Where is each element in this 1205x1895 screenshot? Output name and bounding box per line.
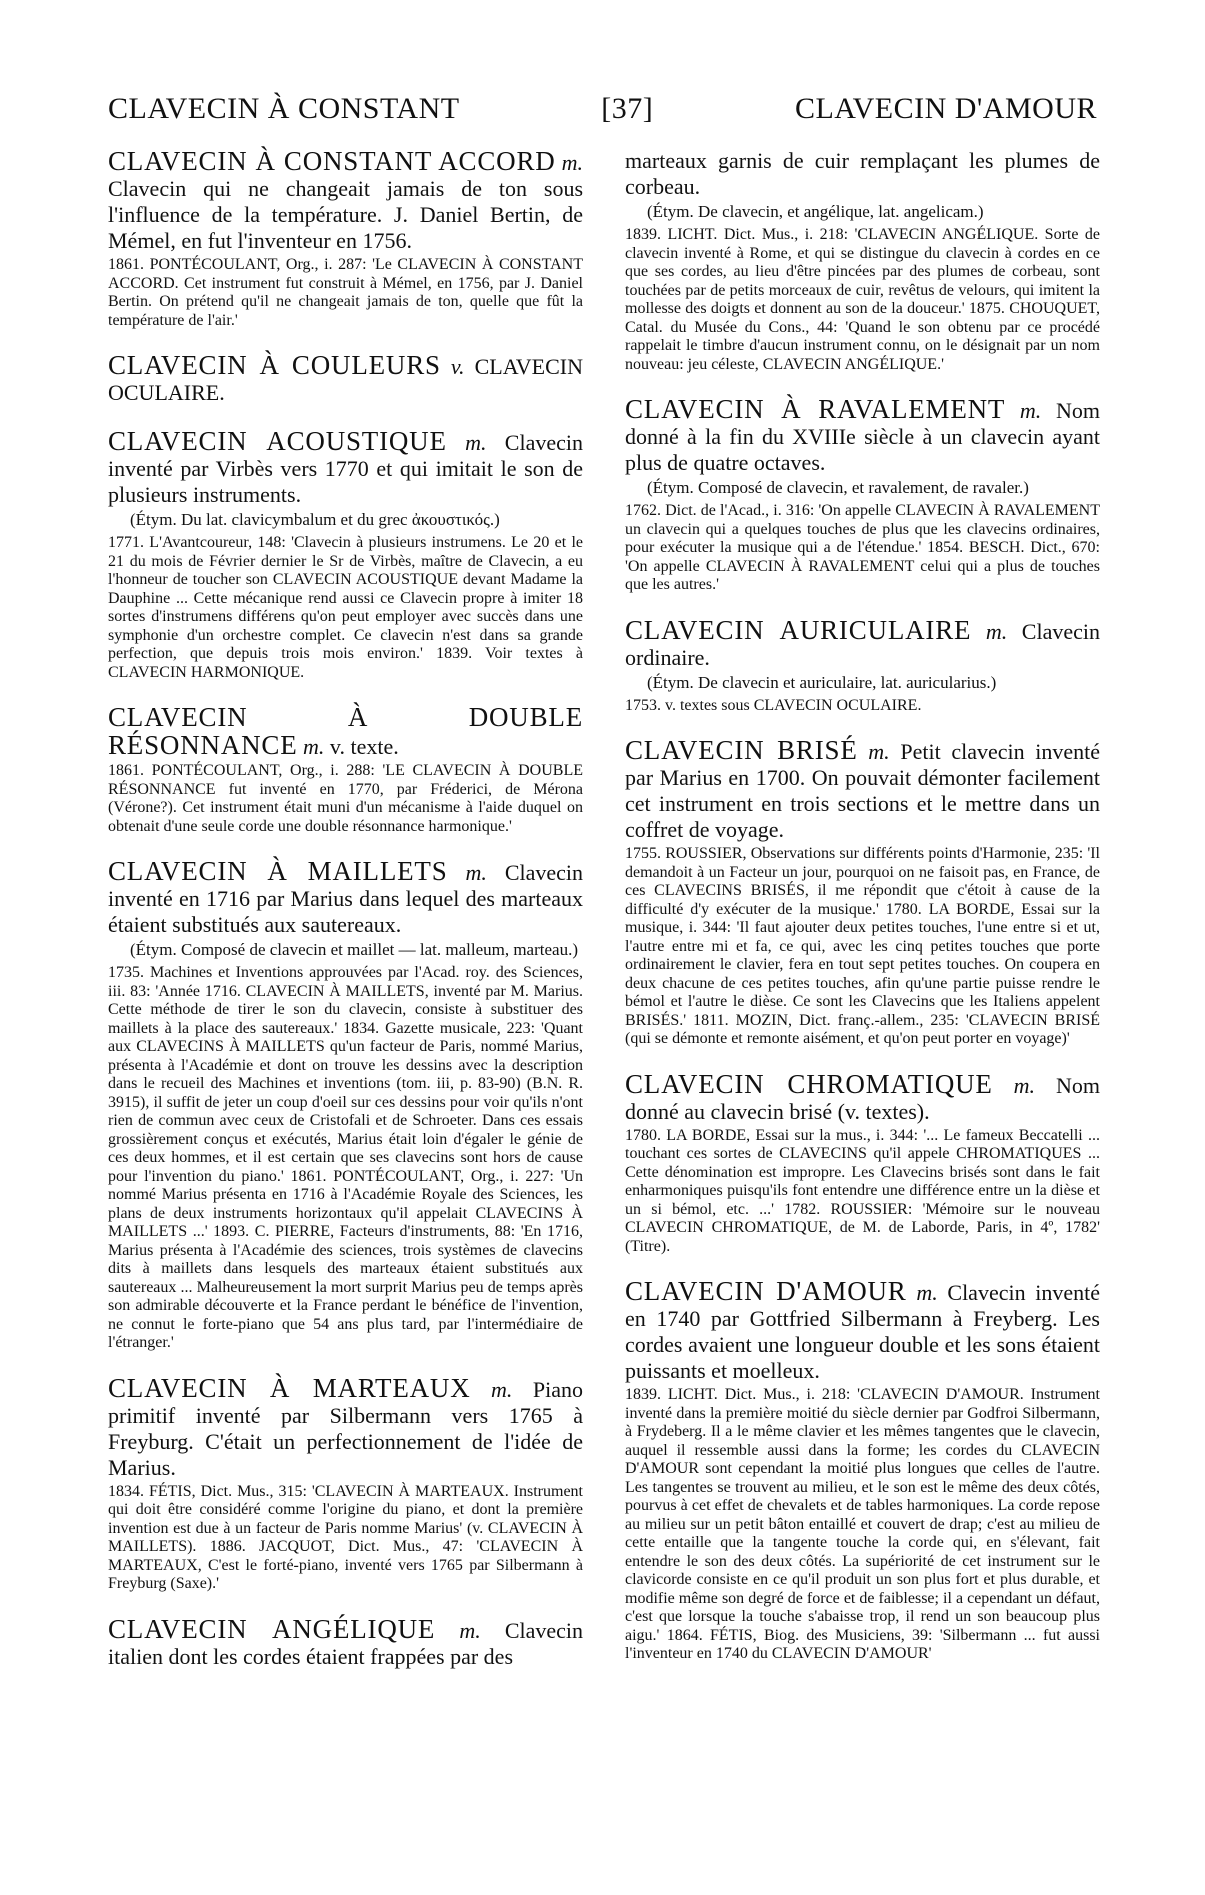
gender: m. [561, 150, 583, 175]
entry [108, 858, 583, 1353]
headword: CLAVECIN BRISÉ [625, 735, 858, 765]
entry-head [108, 1613, 584, 1670]
headword: CLAVECIN À MARTEAUX [108, 1372, 471, 1403]
entry-head [625, 1068, 1101, 1125]
entry [625, 1068, 1101, 1257]
header-left: CLAVECIN À CONSTANT [108, 92, 460, 125]
entry-head [108, 858, 583, 938]
citations: 1839. LICHT. Dict. Mus., i. 218: 'CLAVECIN D'AMOUR. Instrument inventé dans la première moitié du siècle dernier par Godfroi Silbermann, à Frydeberg. Il a le même clavier et les mêmes tangentes que le clavecin, auquel il ressemble aussi dans la forme; les cordes du CLAVECIN D'AMOUR sont cependant la moitié plus longues que celles de l'autre. Les tangentes se trouvent au milieu, et le son est le même des deux côtés, pourvus à cet effet de chevalets et de tables harmoniques. La corde repose au milieu sur un petit bâton entaillé et couvert de drap; c'est au milieu de cette entaille que la tangente touche la corde qui, en s'élevant, fait entendre le son des deux côtés. La supériorité de cet instrument sur le clavicorde consiste en ce qu'il produit un son plus fort et plus durable, et modifie même son degré de force et de faiblesse; il a cependant un défaut, c'est que lorsque la touche s'abaisse trop, il rend un son beaucoup plus aigu.' 1864. FÉTIS, Biog. des Musiciens, 39: 'Silbermann ... fut aussi l'inventeur en 1740 du CLAVECIN D'AMOUR' [625, 1386, 1100, 1662]
entry-head [625, 1278, 1100, 1384]
gender: m. [459, 1617, 481, 1643]
entry [625, 396, 1100, 595]
etymology: (Étym. Du lat. clavicymbalum et du grec ἀκουστικός.) [130, 510, 500, 529]
headword: CLAVECIN À DOUBLE RÉSONNANCE [108, 702, 583, 760]
entry-continued [625, 148, 1100, 374]
headword: CLAVECIN ANGÉLIQUE [108, 1613, 436, 1644]
right-column [625, 148, 1100, 1692]
entry [108, 428, 583, 682]
entry [108, 148, 583, 330]
entry-head [108, 704, 583, 760]
citations: 1753. v. textes sous CLAVECIN OCULAIRE. [625, 696, 922, 714]
gender: m. [985, 618, 1008, 644]
gender: m. [1013, 1072, 1036, 1098]
gender: m. [303, 734, 325, 759]
entry-head [108, 352, 583, 406]
citations: 1755. ROUSSIER, Observations sur différents points d'Harmonie, 235: 'Il demandoit à un Facteur un jour, pourquoi on ne faisoit pas, en France, de ces CLAVECINS BRISÉS, il me répondit que c'étoit à cause de la difficulté d'y exécuter de la musique.' 1780. LA BORDE, Essai sur la musique, i. 344: 'Il faut ajouter deux petites touches, l'une entre si et ut, l'autre entre mi et fa, ce qui, avec les cinq petites touches que porte ordinairement le clavier, fera en tout sept petites touches. On coupera en deux chacune de ces petites touches, afin qu'une partie puisse rendre le bémol et l'autre le dièse. Ce sont les Clavecins que les Italiens appelent BRISÉS.' 1811. MOZIN, Dict. franç.-allem., 235: 'CLAVECIN BRISÉ (qui se démonte et remonte aisément, et qu'on peut porter en voyage)' [625, 845, 1100, 1047]
citations: 1839. LICHT. Dict. Mus., i. 218: 'CLAVECIN ANGÉLIQUE. Sorte de clavecin inventé à Rome, et qui se distingue du clavecin à cordes en ce que ses cordes, au lieu d'être pincées par des plumes de corbeau, sont touchées par de petits morceaux de cuir, revêtus de velours, qui imitent la mollesse des doigts et donnent au son de la douceur.' 1875. CHOUQUET, Catal. du Musée du Cons., 44: 'Quand le son obtenu par ce procédé rappelait le timbre d'aucun instrument connu, on le désignait par un nom nouveau: jeu céleste, CLAVECIN ANGÉLIQUE.' [625, 226, 1100, 373]
headword: CLAVECIN D'AMOUR [625, 1276, 907, 1306]
headword: CLAVECIN ACOUSTIQUE [108, 426, 447, 456]
columns [108, 148, 1101, 1692]
entry [108, 1613, 584, 1670]
etymology: (Étym. De clavecin, et angélique, lat. angelicam.) [647, 202, 984, 221]
headword: CLAVECIN CHROMATIQUE [625, 1068, 993, 1099]
entry-head [108, 148, 583, 254]
entry-head [625, 396, 1100, 476]
left-column [108, 148, 583, 1692]
headword: CLAVECIN AURICULAIRE [625, 614, 972, 645]
definition: Clavecin ordinaire. [625, 618, 1100, 670]
gender: m. [465, 860, 487, 885]
entry [108, 704, 583, 836]
definition: Clavecin inventé en 1740 par Gottfried Silbermann à Freyberg. Les cordes avaient une longueur double et les sons étaient puissants et moelleux. [625, 1280, 1101, 1383]
definition: Clavecin inventé par Virbès vers 1770 et qui imitait le son de plusieurs instruments. [108, 430, 583, 507]
citations: 1780. LA BORDE, Essai sur la mus., i. 344: '... Le fameux Beccatelli ... touchant ces sortes de CLAVECINS qu'il appele CHROMATIQUES ... Cette dénomination est impropre. Les Clavecins brisés sont dans le fait enharmoniques puisqu'ils font entendre une différence entre un la dièse et un si bémol, etc. ...' 1782. ROUSSIER: 'Mémoire sur le nouveau CLAVECIN CHROMATIQUE, de M. de Laborde, Paris, in 4º, 1782' (Titre). [625, 1126, 1100, 1255]
running-header [108, 92, 1097, 132]
definition: Clavecin qui ne changeait jamais de ton sous l'influence de la température. J. Daniel Bertin, de Mémel, en fut l'inventeur en 1756. [108, 176, 583, 253]
citations: 1834. FÉTIS, Dict. Mus., 315: 'CLAVECIN À MARTEAUX. Instrument qui doit être considéré comme l'origine du piano, et dont la première invention est due à un facteur de Paris nomme Marius' (v. CLAVECIN À MAILLETS). 1886. JACQUOT, Dict. Mus., 47: 'CLAVECIN À MARTEAUX, C'est le forté-piano, inventé vers 1765 par Silbermann à Freyburg (Saxe).' [108, 1482, 583, 1592]
definition: Clavecin inventé en 1716 par Marius dans lequel des marteaux étaient substitués aux sautereaux. [108, 860, 584, 937]
headword: CLAVECIN À RAVALEMENT [625, 394, 1006, 424]
definition: Clavecin italien dont les cordes étaient frappées par des [108, 1617, 584, 1669]
citations: 1735. Machines et Inventions approuvées par l'Acad. roy. des Sciences, iii. 83: 'Année 1716. CLAVECIN À MAILLETS, inventé par M. Marius. Cette méthode de tirer le son du clavecin, consiste à substituer des maillets à la place des sautereaux.' 1834. Gazette musicale, 223: 'Quant aux CLAVECINS À MAILLETS qu'un facteur de Paris, nommé Marius, présenta à l'Académie et dont on trouve les dessins avec la description dans le recueil des Machines et inventions (tom. iii, p. 83-90) (B.N. R. 3915), il suffit de jeter un coup d'oeil sur ces dessins pour voir qu'ils n'ont rien de commun avec ceux de Cristofali et de Schroeter. Dans ces essais grossièrement conçus et exécutés, Marius était loin d'égaler le génie de ces deux hommes, et il est certain que ses clavecins sont hors de cause pour l'invention du piano.' 1861. PONTÉCOULANT, Org., i. 227: 'Un nommé Marius présenta en 1716 à l'Académie Royale des Sciences, les plans de deux instruments horizontaux qu'il appelait CLAVECINS À MAILLETS ...' 1893. C. PIERRE, Facteurs d'instruments, 88: 'En 1716, Marius présenta à l'Académie des sciences, trois systèmes de clavecins dits à maillets dans lesquels des marteaux étaient substitués aux sautereaux ... Malheureusement la mort surprit Marius peu de temps après son admirable découverte et la France perdant le bénéfice de l'invention, ne connut le forte-piano que 54 ans plus tard, par l'intermédiaire de l'étranger.' [108, 964, 583, 1351]
citations: 1771. L'Avantcoureur, 148: 'Clavecin à plusieurs instrumens. Le 20 et le 21 du mois de Février dernier le Sr de Virbès, maître de Clavecin, a eu l'honneur de toucher son CLAVECIN ACOUSTIQUE devant Madame la Dauphine ... Cette mécanique rend aussi ce Clavecin propre à imiter 18 sortes d'instrumens différens qu'on peut employer avec succès dans une symphonie d'un orchestre complet. Ce clavecin n'est dans sa grande perfection, que depuis trois mois environ.' 1839. Voir textes à CLAVECIN HARMONIQUE. [108, 534, 583, 681]
etymology: (Étym. De clavecin et auriculaire, lat. auricularius.) [647, 672, 997, 692]
headword: CLAVECIN À CONSTANT ACCORD [108, 146, 556, 176]
gender: m. [868, 739, 890, 764]
definition: Petit clavecin inventé par Marius en 1700. On pouvait démonter facilement cet instrument en trois sections et le mettre dans un coffret de voyage. [625, 739, 1101, 842]
page-number: [37] [601, 92, 654, 125]
definition: Nom donné au clavecin brisé (v. textes). [625, 1072, 1101, 1124]
entry-head [108, 1372, 584, 1481]
citations: 1861. PONTÉCOULANT, Org., i. 288: 'LE CLAVECIN À DOUBLE RÉSONNANCE fut inventé en 1770, par Fréderici, de Mérona (Vérone?). Cet instrument était muni d'un mécanisme à l'aide duquel on obtenait d'une seule corde une double résonnance harmonique.' [108, 762, 583, 835]
citations: 1861. PONTÉCOULANT, Org., i. 287: 'Le CLAVECIN À CONSTANT ACCORD. Cet instrument fut construit à Mémel, en 1756, par J. Daniel Bertin. On prétend qu'il ne changeait jamais de ton, quelle que fût la température de l'air.' [108, 256, 583, 329]
definition: CLAVECIN OCULAIRE. [108, 354, 583, 405]
headword: CLAVECIN À MAILLETS [108, 856, 448, 886]
gender: m. [465, 430, 487, 455]
entry [625, 737, 1100, 1049]
entry [625, 614, 1100, 716]
definition: Piano primitif inventé par Silbermann vers 1765 à Freyburg. C'était un perfectionnement de l'idée de Marius. [108, 1376, 584, 1480]
entry-head [625, 737, 1100, 843]
gender: m. [491, 1376, 513, 1402]
definition: Nom donné à la fin du XVIIIe siècle à un clavecin ayant plus de quatre octaves. [625, 398, 1101, 475]
definition: marteaux garnis de cuir remplaçant les plumes de corbeau. [625, 148, 1100, 199]
citations: 1762. Dict. de l'Acad., i. 316: 'On appelle CLAVECIN À RAVALEMENT un clavecin qui a quelques touches de plus que les clavecins ordinaires, pour exécuter la musique qui a de l'étendue.' 1854. BESCH. Dict., 670: 'On appelle CLAVECIN À RAVALEMENT celui qui a plus de touches que les autres.' [625, 502, 1100, 593]
entry [625, 1278, 1100, 1664]
definition: v. texte. [329, 734, 399, 759]
etymology: (Étym. Composé de clavecin et maillet — lat. malleum, marteau.) [130, 940, 578, 959]
gender: v. [450, 354, 465, 379]
entry-head [625, 148, 1100, 200]
entry-head [108, 428, 583, 508]
header-right: CLAVECIN D'AMOUR [794, 92, 1097, 125]
gender: m. [916, 1280, 938, 1305]
gender: m. [1019, 398, 1042, 423]
headword: CLAVECIN À COULEURS [108, 350, 441, 380]
entry [108, 352, 583, 406]
entry [108, 1372, 584, 1594]
entry-head [625, 614, 1100, 671]
etymology: (Étym. Composé de clavecin, et ravalement, de ravaler.) [647, 478, 1029, 497]
